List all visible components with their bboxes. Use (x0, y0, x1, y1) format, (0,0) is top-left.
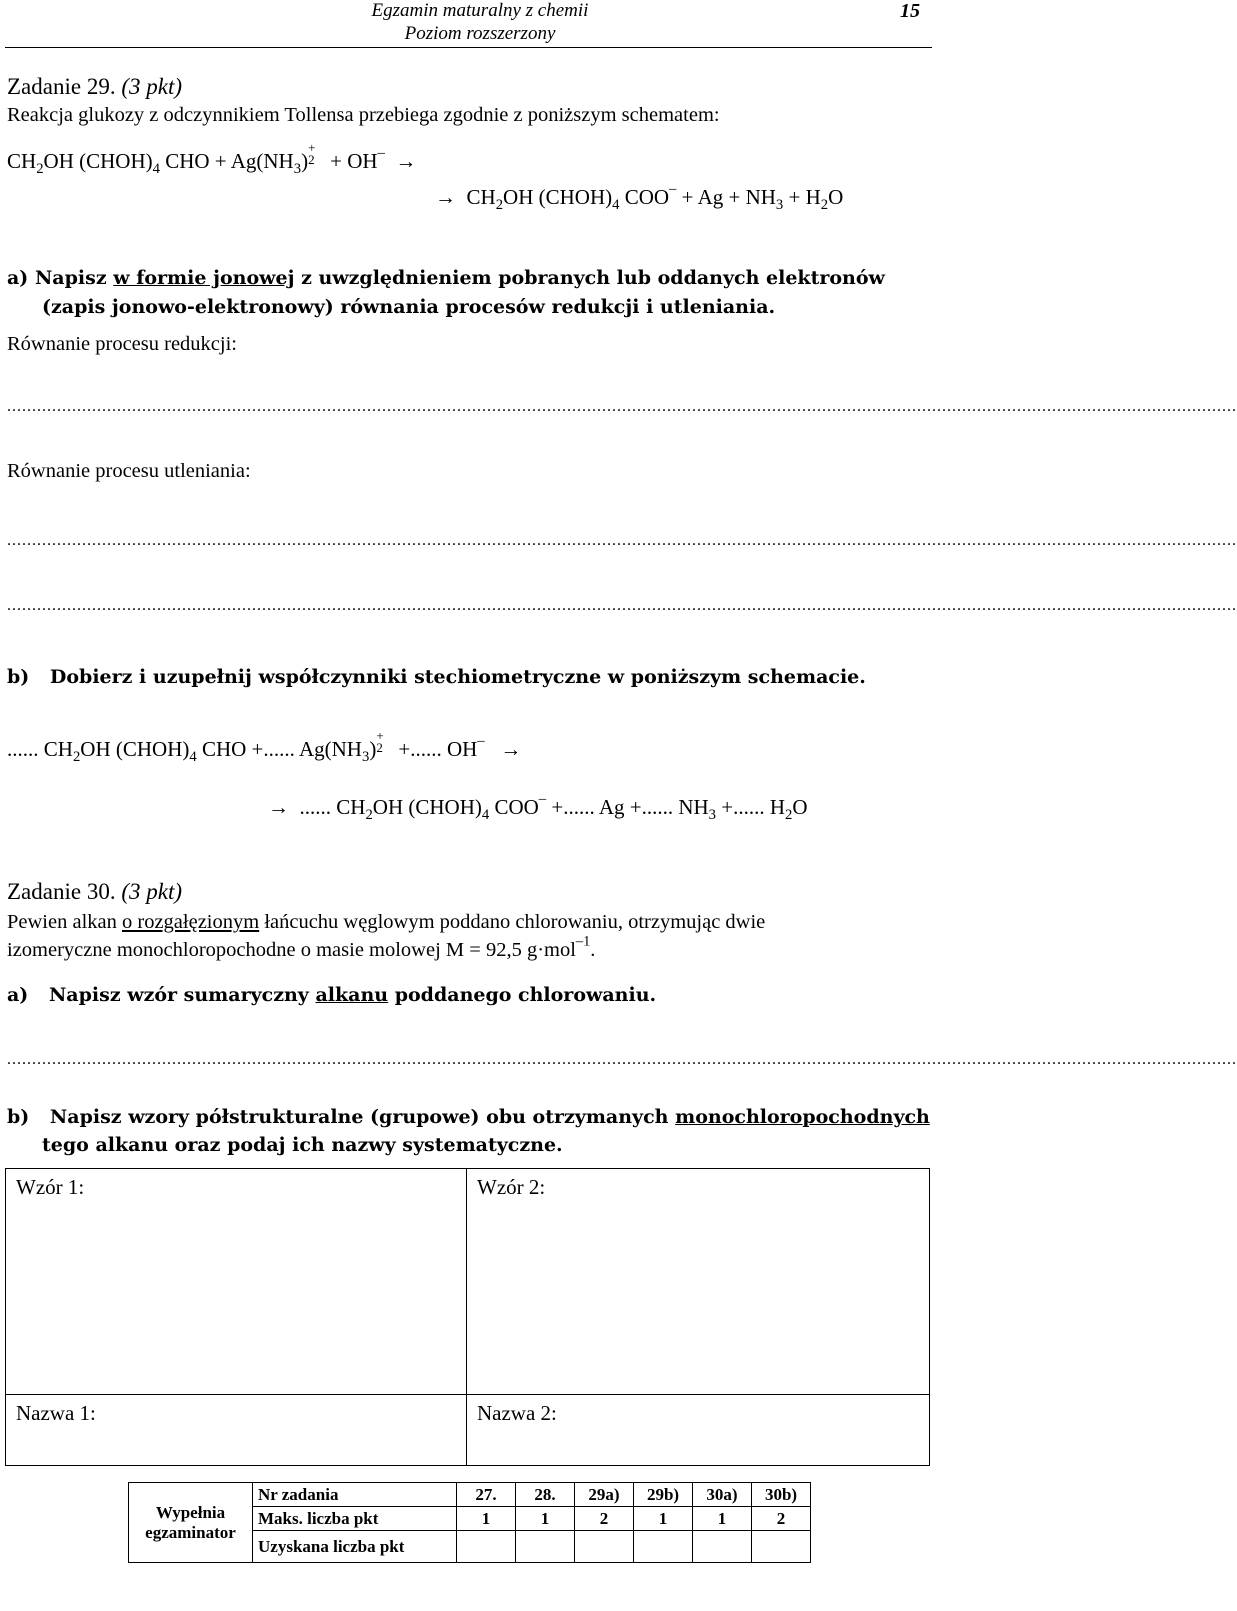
task30a-text-underlined: alkanu (315, 984, 389, 1006)
answer-box-formula-1[interactable] (6, 1169, 467, 1395)
task30-points: (3 pkt) (121, 879, 182, 904)
answer-box-formula-2[interactable] (467, 1169, 930, 1395)
earned-points-cell[interactable] (693, 1531, 752, 1563)
task29a-label: a) (7, 267, 29, 289)
answer-line-alkane[interactable]: ...................................................................................................................................................................................................................................................... (7, 1051, 1237, 1068)
task29-title: Zadanie 29. (7, 74, 116, 99)
task30-para-1a: Pewien alkan (7, 911, 122, 933)
task30b-line2: tego alkanu oraz podaj ich nazwy systematyczne. (42, 1134, 563, 1156)
task30b-line1 (7, 1106, 930, 1128)
score-table-examiner-cell (129, 1483, 253, 1563)
task-number-cell: 29a) (575, 1483, 634, 1507)
task30-title: Zadanie 30. (7, 879, 116, 904)
oxidation-label: Równanie procesu utleniania: (7, 460, 251, 482)
task29a-line1 (7, 267, 885, 289)
balance-scheme-line1: ...... $CH_2OH$ $(CHOH)_4$ CHO +...... $Ag(NH_3)$ + 2 +...... OH– → (7, 727, 522, 766)
answer-box (5, 1168, 930, 1466)
task-number-cell: 29b) (634, 1483, 693, 1507)
task29a-line2: (zapis jonowo-elektronowy) równania procesów redukcji i utleniania. (42, 296, 776, 318)
task30-heading (7, 879, 182, 905)
task30a-line (7, 984, 656, 1006)
row-label-earned-points: Uzyskana liczba pkt (253, 1531, 457, 1563)
max-points-cell: 1 (457, 1507, 516, 1531)
task30a-text-2: poddanego chlorowaniu. (388, 984, 657, 1006)
earned-points-cell[interactable] (516, 1531, 575, 1563)
formula-1-label: Wzór 1: (16, 1175, 85, 1199)
max-points-cell: 1 (634, 1507, 693, 1531)
max-points-cell: 1 (693, 1507, 752, 1531)
task-number-cell: 28. (516, 1483, 575, 1507)
task-number-cell: 30a) (693, 1483, 752, 1507)
task29b-label: b) (7, 666, 30, 688)
task29-heading (7, 74, 182, 100)
header-rule (5, 47, 932, 48)
formula-2-label: Wzór 2: (477, 1175, 546, 1199)
task29-intro: Reakcja glukozy z odczynnikiem Tollensa przebiega zgodnie z poniższym schematem: (7, 104, 720, 126)
answer-box-name-1[interactable] (6, 1395, 467, 1466)
answer-line-oxidation-2[interactable]: ...................................................................................................................................................................................................................................................... (7, 597, 1237, 614)
examiner-label-1: Wypełnia (155, 1502, 226, 1522)
task29a-text-2: z uwzględnieniem pobranych lub oddanych elektronów (294, 267, 885, 289)
name-1-label: Nazwa 1: (16, 1401, 96, 1425)
max-points-cell: 1 (516, 1507, 575, 1531)
reduction-label: Równanie procesu redukcji: (7, 333, 237, 355)
task29a-text-underlined: w formie jonowej (113, 267, 295, 289)
page-number: 15 (900, 0, 920, 22)
answer-box-name-2[interactable] (467, 1395, 930, 1466)
task30-para-line2 (7, 933, 596, 962)
header-exam-name: Egzamin maturalny z chemii (371, 0, 589, 21)
reaction-scheme-line2: → $CH_2OH$ $(CHOH)_4$ $COO^- + Ag + NH_3 + H_2O$ (435, 180, 844, 214)
task30b-label: b) (7, 1106, 30, 1128)
score-table (128, 1482, 811, 1563)
answer-line-oxidation-1[interactable]: ...................................................................................................................................................................................................................................................... (7, 532, 1237, 549)
task30b-text-underlined: monochloropochodnych (675, 1106, 930, 1128)
name-2-label: Nazwa 2: (477, 1401, 557, 1425)
max-points-cell: 2 (575, 1507, 634, 1531)
task29-points: (3 pkt) (121, 74, 182, 99)
header-title (330, 0, 630, 45)
row-label-task-number: Nr zadania (253, 1483, 457, 1507)
max-points-cell: 2 (752, 1507, 811, 1531)
examiner-label-2: egzaminator (145, 1522, 236, 1542)
task29b-line (7, 666, 866, 688)
task30-para-sup: –1 (575, 933, 591, 950)
task30-para-2a: izomeryczne monochloropochodne o masie molowej M = 92,5 g·mol (7, 939, 576, 961)
reaction-scheme-line1: $CH_2OH$ $(CHOH)_4$ CHO + $Ag(NH_3)$ + 2 + OH– → (7, 139, 417, 178)
task29b-text: Dobierz i uzupełnij współczynniki stechiometryczne w poniższym schemacie. (49, 666, 866, 688)
balance-scheme-line2: → ...... $CH_2OH$ $(CHOH)_4$ COO– +...... Ag +...... $NH_3$ +...... $H_2O$ (268, 790, 808, 824)
row-label-max-points: Maks. liczba pkt (253, 1507, 457, 1531)
earned-points-cell[interactable] (634, 1531, 693, 1563)
task30-para-line1 (7, 911, 927, 934)
header-level: Poziom rozszerzony (404, 23, 556, 44)
task-number-cell: 30b) (752, 1483, 811, 1507)
task30b-text-1: Napisz wzory półstrukturalne (grupowe) obu otrzymanych (49, 1106, 676, 1128)
task30-para-2b: . (590, 939, 596, 961)
task30a-text-1: Napisz wzór sumaryczny (48, 984, 316, 1006)
earned-points-cell[interactable] (752, 1531, 811, 1563)
answer-line-reduction[interactable]: ...................................................................................................................................................................................................................................................... (7, 398, 1237, 415)
earned-points-cell[interactable] (575, 1531, 634, 1563)
task30-para-1b: łańcuchu węglowym poddano chlorowaniu, otrzymując dwie (259, 911, 766, 933)
earned-points-cell[interactable] (457, 1531, 516, 1563)
task30-para-underlined: o rozgałęzionym (122, 911, 260, 933)
task29a-text-1: Napisz (34, 267, 114, 289)
task-number-cell: 27. (457, 1483, 516, 1507)
task30a-label: a) (7, 984, 29, 1006)
